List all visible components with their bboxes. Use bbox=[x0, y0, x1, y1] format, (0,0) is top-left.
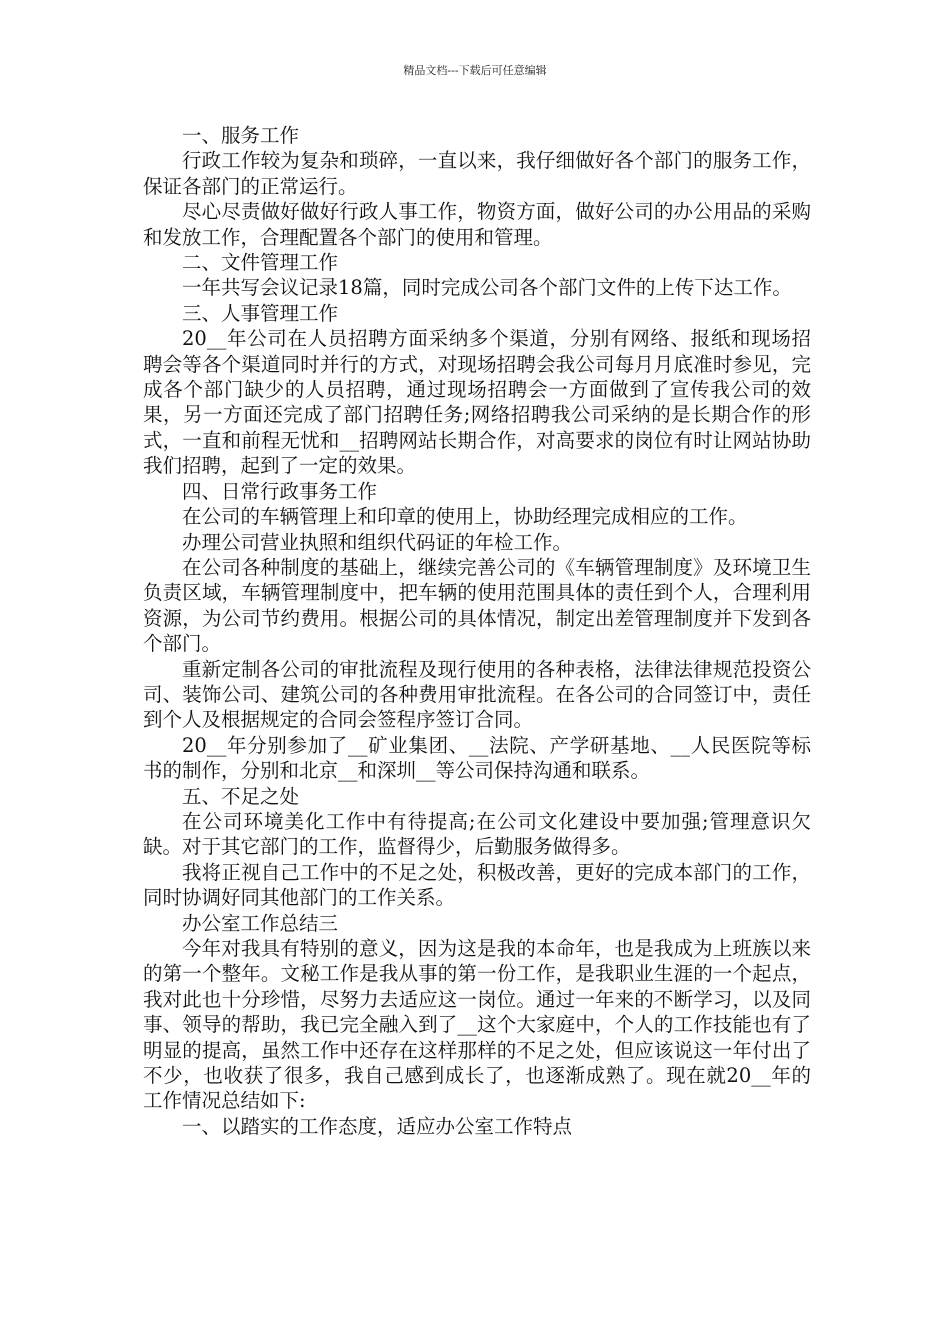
document-subtitle: 办公室工作总结三 bbox=[182, 911, 339, 935]
paragraph: 在公司的车辆管理上和印章的使用上，协助经理完成相应的工作。 bbox=[182, 505, 748, 529]
paragraph: 在公司环境美化工作中有待提高;在公司文化建设中要加强;管理意识欠缺。对于其它部门的工作，监督得少，后勤服务做得多。 bbox=[143, 809, 811, 859]
section-heading-daily-affairs: 四、日常行政事务工作 bbox=[182, 479, 378, 503]
section-heading-service: 一、服务工作 bbox=[182, 124, 300, 147]
paragraph: 20__年公司在人员招聘方面采纳多个渠道，分别有网络、报纸和现场招聘会等各个渠道同时并行的方式，对现场招聘会我公司每月月底准时参见，完成各个部门缺少的人员招聘，通过现场招聘会一方面做到了宣传我公司的效果，另一方面还完成了部门招聘任务;网络招聘我公司采纳的是长期合作的形式，一直和前程无忧和__招聘网站长期合作，对高要求的岗位有时让网站协助我们招聘，起到了一定的效果。 bbox=[143, 327, 811, 478]
paragraph: 行政工作较为复杂和琐碎，一直以来，我仔细做好各个部门的服务工作，保证各部门的正常运行。 bbox=[143, 149, 811, 198]
paragraph: 重新定制各公司的审批流程及现行使用的各种表格，法律法律规范投资公司、装饰公司、建筑公司的各种费用审批流程。在各公司的合同签订中，责任到个人及根据规定的合同会签程序签订合同。 bbox=[143, 657, 811, 732]
page-header: 精品文档---下载后可任意编辑 bbox=[403, 64, 547, 77]
document-body bbox=[143, 123, 811, 1139]
paragraph: 我将正视自己工作中的不足之处，积极改善，更好的完成本部门的工作，同时协调好同其他部门的工作关系。 bbox=[143, 860, 811, 910]
paragraph: 尽心尽责做好做好行政人事工作，物资方面，做好公司的办公用品的采购和发放工作，合理配置各个部门的使用和管理。 bbox=[143, 200, 811, 249]
section-heading-shortcomings: 五、不足之处 bbox=[182, 784, 300, 808]
section-heading-documents: 二、文件管理工作 bbox=[182, 251, 339, 275]
paragraph: 办理公司营业执照和组织代码证的年检工作。 bbox=[182, 530, 573, 554]
paragraph: 在公司各种制度的基础上，继续完善公司的《车辆管理制度》及环境卫生负责区域，车辆管理制度中，把车辆的使用范围具体的责任到个人，合理利用资源，为公司节约费用。根据公司的具体情况，制定出差管理制度并下发到各个部门。 bbox=[143, 555, 811, 656]
paragraph: 今年对我具有特别的意义，因为这是我的本命年，也是我成为上班族以来的第一个整年。文秘工作是我从事的第一份工作，是我职业生涯的一个起点，我对此也十分珍惜，尽努力去适应这一岗位。通过一年来的不断学习，以及同事、领导的帮助，我已完全融入到了__这个大家庭中，个人的工作技能也有了明显的提高，虽然工作中还存在这样那样的不足之处，但应该说这一年付出了不少，也收获了很多，我自己感到成长了，也逐渐成熟了。现在就20__年的工作情况总结如下: bbox=[143, 937, 811, 1113]
section-heading-personnel: 三、人事管理工作 bbox=[182, 301, 339, 325]
section-heading-work-attitude: 一、以踏实的工作态度，适应办公室工作特点 bbox=[182, 1114, 573, 1138]
paragraph: 一年共写会议记录18篇，同时完成公司各个部门文件的上传下达工作。 bbox=[182, 276, 792, 300]
paragraph: 20__年分别参加了__矿业集团、__法院、产学研基地、__人民医院等标书的制作，分别和北京__和深圳__等公司保持沟通和联系。 bbox=[143, 733, 811, 783]
